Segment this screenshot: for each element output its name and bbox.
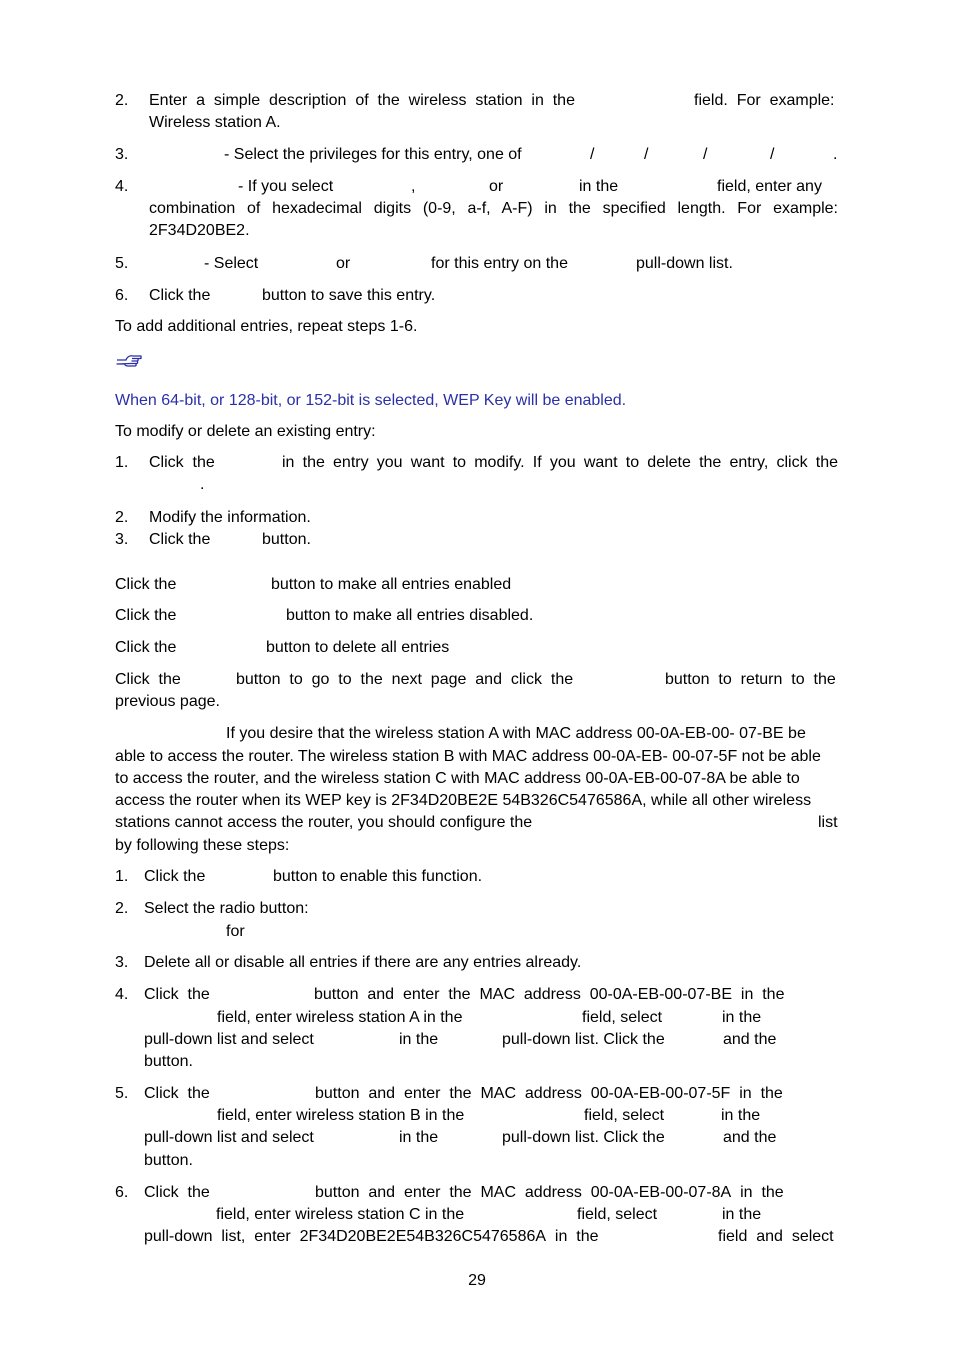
page-number: 29 xyxy=(468,1272,486,1289)
step6-text-b: button to save this entry. xyxy=(262,287,436,304)
step-number: 3. xyxy=(115,146,129,163)
example-line4: access the router when its WEP key is 2F34D20BE2E 54B326C5476586A, while all other wireless xyxy=(115,792,812,809)
e4-text-f: pull-down list and select xyxy=(144,1031,314,1048)
step4-text-a: - If you select xyxy=(238,178,334,195)
e5-text-g: in the xyxy=(399,1129,439,1146)
e6-text-g: field and select xyxy=(718,1228,834,1245)
c1-text-b: button to make all entries enabled xyxy=(271,576,512,593)
e5-text-e: in the xyxy=(721,1107,761,1124)
mod3-text-a: Click the xyxy=(149,531,211,548)
step6-text-a: Click the xyxy=(149,287,211,304)
e4-text-d: field, select xyxy=(582,1009,663,1026)
step3-period: . xyxy=(833,146,838,163)
c4-text-b: button to go to the next page and click the xyxy=(236,671,574,688)
e5-text-d: field, select xyxy=(584,1107,665,1124)
step-number: 3. xyxy=(115,954,129,971)
c4-text-a: Click the xyxy=(115,671,181,688)
e1-text-a: Click the xyxy=(144,868,206,885)
step2-line2: Wireless station A. xyxy=(149,114,281,131)
mod2-text: Modify the information. xyxy=(149,509,311,526)
c2-text-b: button to make all entries disabled. xyxy=(286,607,534,624)
e4-text-c: field, enter wireless station A in the xyxy=(217,1009,463,1026)
step-number: 3. xyxy=(115,531,129,548)
step-number: 6. xyxy=(115,1184,129,1201)
c3-text-b: button to delete all entries xyxy=(266,639,450,656)
example-line3: to access the router, and the wireless station C with MAC address 00-0A-EB-00-07-8A be able to xyxy=(115,770,800,787)
e6-text-a: Click the xyxy=(144,1184,210,1201)
step-number: 2. xyxy=(115,900,129,917)
step-number: 4. xyxy=(115,178,129,195)
e5-text-a: Click the xyxy=(144,1085,210,1102)
step3-text: - Select the privileges for this entry, one of xyxy=(224,146,522,163)
step4-text-c: or xyxy=(489,178,504,195)
mod1-text-b: in the entry you want to modify. If you want to delete the entry, click the xyxy=(282,454,838,471)
e2-text-b: for xyxy=(226,923,245,940)
step4-text-d: in the xyxy=(579,178,619,195)
e5-text-i: and the xyxy=(723,1129,777,1146)
step-number: 1. xyxy=(115,868,129,885)
step3-sep: / xyxy=(644,146,649,163)
c2-text-a: Click the xyxy=(115,607,177,624)
e4-text-h: pull-down list. Click the xyxy=(502,1031,665,1048)
step5-text-a: - Select xyxy=(204,255,259,272)
step5-text-b: or xyxy=(336,255,351,272)
c4-line2: previous page. xyxy=(115,693,220,710)
e1-text-b: button to enable this function. xyxy=(273,868,483,885)
step-number: 5. xyxy=(115,1085,129,1102)
e4-text-e: in the xyxy=(722,1009,762,1026)
mod3-text-b: button. xyxy=(262,531,311,548)
e4-text-b: button and enter the MAC address 00-0A-EB-00-07-BE in the xyxy=(314,986,785,1003)
e2-text-a: Select the radio button: xyxy=(144,900,309,917)
example-line5a: stations cannot access the router, you should configure the xyxy=(115,814,533,831)
step-number: 2. xyxy=(115,509,129,526)
e4-text-j: button. xyxy=(144,1053,193,1070)
note-text: When 64-bit, or 128-bit, or 152-bit is selected, WEP Key will be enabled. xyxy=(115,392,627,409)
e6-text-b: button and enter the MAC address 00-0A-EB-00-07-8A in the xyxy=(315,1184,784,1201)
step4-text-b: , xyxy=(411,178,416,195)
step-number: 5. xyxy=(115,255,129,272)
step5-text-c: for this entry on the xyxy=(431,255,568,272)
step-number: 2. xyxy=(115,92,129,109)
step3-sep: / xyxy=(770,146,775,163)
step-number: 4. xyxy=(115,986,129,1003)
c1-text-a: Click the xyxy=(115,576,177,593)
pointing-hand-icon xyxy=(116,352,142,372)
e5-text-j: button. xyxy=(144,1152,193,1169)
repeat-instructions: To add additional entries, repeat steps 1-6. xyxy=(115,318,418,335)
e6-text-d: field, select xyxy=(577,1206,658,1223)
e6-text-c: field, enter wireless station C in the xyxy=(216,1206,465,1223)
mod1-text-a: Click the xyxy=(149,454,215,471)
example-line2: able to access the router. The wireless station B with MAC address 00-0A-EB- 00-07-5F not be able xyxy=(115,748,821,765)
step4-line3: 2F34D20BE2. xyxy=(149,222,250,239)
e4-text-g: in the xyxy=(399,1031,439,1048)
e6-text-f: pull-down list, enter 2F34D20BE2E54B326C5476586A in the xyxy=(144,1228,599,1245)
step4-text-e: field, enter any xyxy=(717,178,822,195)
step2-line1-part1: Enter a simple description of the wireless station in the xyxy=(149,92,575,109)
example-line5b: list xyxy=(818,814,838,831)
e5-text-b: button and enter the MAC address 00-0A-EB-00-07-5F in the xyxy=(315,1085,783,1102)
step3-sep: / xyxy=(590,146,595,163)
step5-text-d: pull-down list. xyxy=(636,255,733,272)
step-number: 6. xyxy=(115,287,129,304)
e6-text-e: in the xyxy=(722,1206,762,1223)
e4-text-a: Click the xyxy=(144,986,210,1003)
mod1-line2: . xyxy=(200,476,205,493)
step-number: 1. xyxy=(115,454,129,471)
step3-sep: / xyxy=(703,146,708,163)
c4-text-c: button to return to the xyxy=(665,671,836,688)
c3-text-a: Click the xyxy=(115,639,177,656)
example-line6: by following these steps: xyxy=(115,837,290,854)
e5-text-c: field, enter wireless station B in the xyxy=(217,1107,465,1124)
e5-text-f: pull-down list and select xyxy=(144,1129,314,1146)
example-line1: If you desire that the wireless station A with MAC address 00-0A-EB-00- 07-BE be xyxy=(226,725,806,742)
step4-line2: combination of hexadecimal digits (0-9, a-f, A-F) in the specified length. For example: xyxy=(149,200,838,217)
e5-text-h: pull-down list. Click the xyxy=(502,1129,665,1146)
step2-line1-part2: field. For example: xyxy=(694,92,835,109)
e3-text: Delete all or disable all entries if there are any entries already. xyxy=(144,954,582,971)
modify-intro: To modify or delete an existing entry: xyxy=(115,423,376,440)
e4-text-i: and the xyxy=(723,1031,777,1048)
